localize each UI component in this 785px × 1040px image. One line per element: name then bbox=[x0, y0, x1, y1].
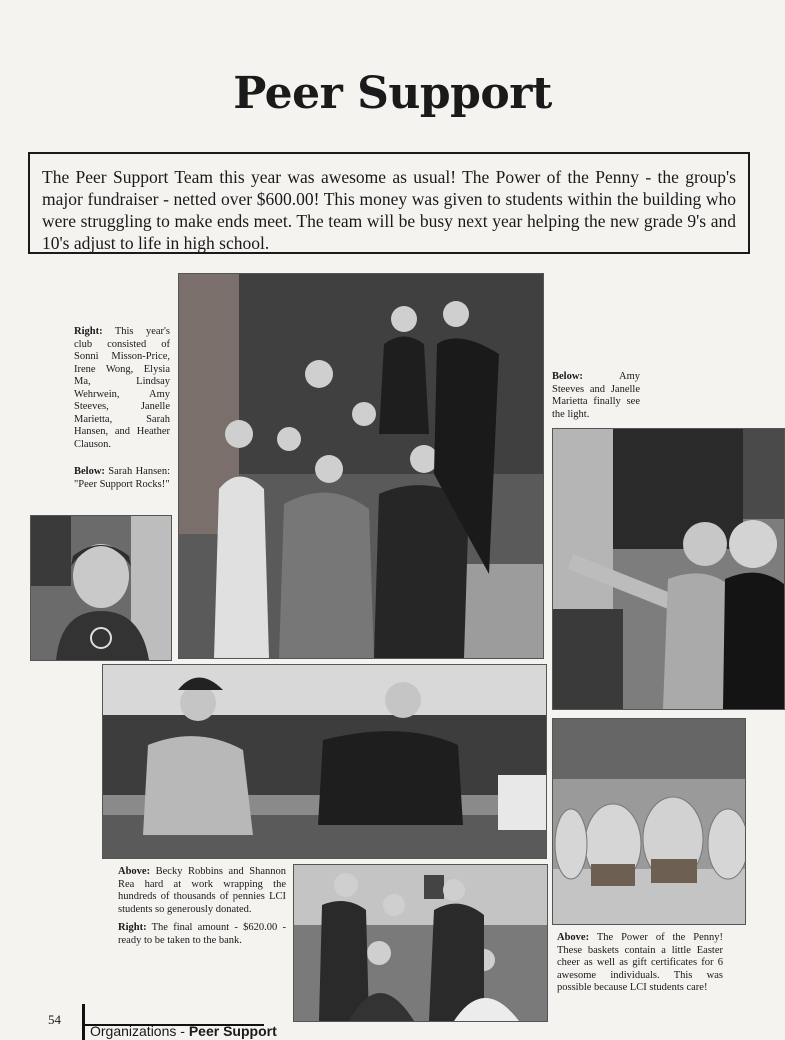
caption-label: Right: bbox=[74, 326, 103, 337]
section-name: Peer Support bbox=[188, 1023, 277, 1039]
caption-text: Becky Robbins and Shannon Rea hard at work wrapping the hundreds of thousands of pennies LCI students so generously donated. bbox=[118, 866, 286, 915]
caption-label: Above: bbox=[118, 866, 151, 877]
caption-label: Below: bbox=[74, 466, 105, 477]
section-prefix: Organizations - bbox=[90, 1023, 189, 1039]
caption-label: Right: bbox=[118, 922, 147, 933]
section-footer bbox=[90, 1023, 277, 1039]
caption-label: Below: bbox=[552, 371, 583, 382]
caption-text: This year's club consisted of Sonni Misson-Price, Irene Wong, Elysia Ma, Lindsay Wehrwein, Amy Steeves, Janelle Marietta, Sarah Hansen, and Heather Clauson. bbox=[74, 326, 170, 450]
page-number: 54 bbox=[48, 1012, 61, 1027]
caption-text: Amy Steeves and Janelle Marietta finally see the light. bbox=[552, 371, 640, 420]
page-title: Peer Support bbox=[233, 68, 552, 119]
caption-wrapping-pennies bbox=[118, 866, 286, 916]
photo-final-amount bbox=[293, 864, 548, 1022]
footer-vertical-rule bbox=[82, 1004, 85, 1040]
caption-see-the-light bbox=[552, 371, 640, 421]
caption-sarah bbox=[74, 466, 170, 491]
caption-easter-baskets bbox=[557, 932, 723, 995]
caption-final-amount bbox=[118, 922, 286, 947]
photo-club-group bbox=[178, 273, 544, 659]
caption-club-members bbox=[74, 326, 170, 451]
photo-see-the-light bbox=[552, 428, 785, 710]
caption-label: Above: bbox=[557, 932, 590, 943]
caption-text: The final amount - $620.00 - ready to be taken to the bank. bbox=[118, 922, 286, 946]
photo-easter-baskets bbox=[552, 718, 746, 925]
intro-paragraph: The Peer Support Team this year was awesome as usual! The Power of the Penny - the group's major fundraiser - netted over $600.00! This money was given to students within the building who were struggling to make ends meet. The team will be busy next year helping the new grade 9's and 10's adjust to life in high school. bbox=[28, 152, 750, 254]
caption-text: Sarah Hansen: "Peer Support Rocks!" bbox=[74, 466, 170, 490]
photo-wrapping-pennies bbox=[102, 664, 547, 859]
caption-text: The Power of the Penny! These baskets contain a little Easter cheer as well as gift certificates for 6 awesome individuals. This was possible because LCI students care! bbox=[557, 932, 723, 993]
photo-sarah-hansen bbox=[30, 515, 172, 661]
